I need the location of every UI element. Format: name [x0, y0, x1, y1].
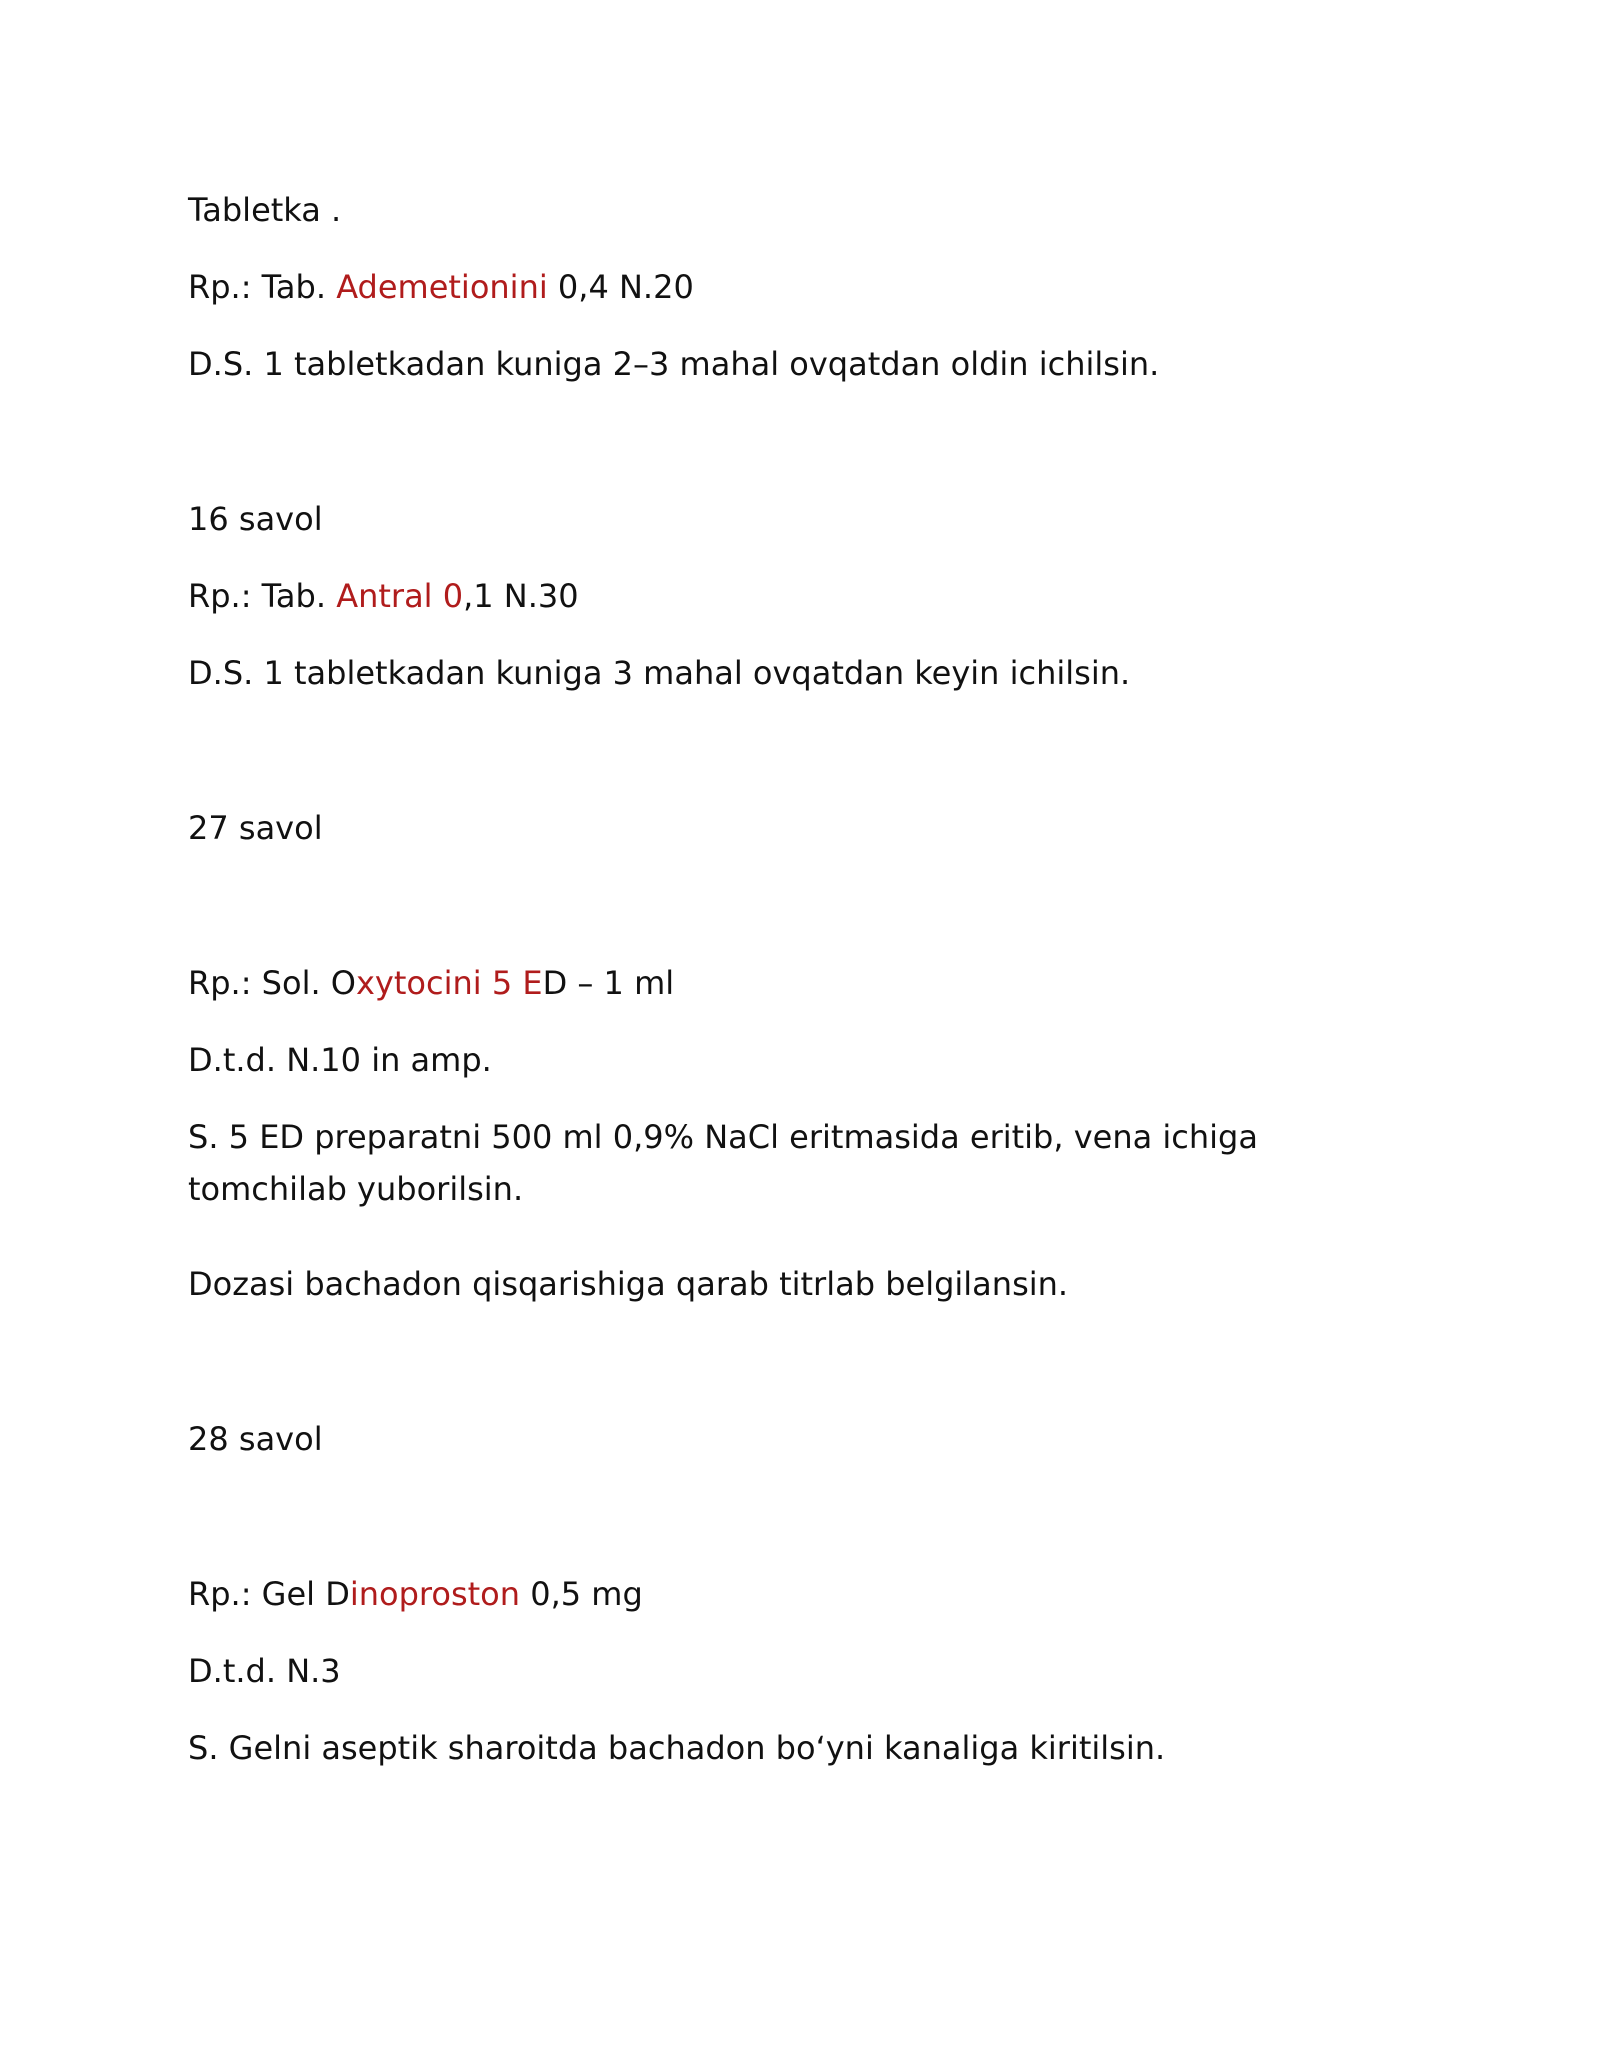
prescription-line-oxytocini	[188, 963, 674, 1003]
section-heading-28: 28 savol	[188, 1420, 323, 1458]
signature-line-ademetionini: D.S. 1 tabletkadan kuniga 2–3 mahal ovqatdan oldin ichilsin.	[188, 345, 1160, 383]
rp-prefix: Rp.: Sol. O	[188, 964, 356, 1002]
drug-name-highlight: xytocini 5 E	[355, 964, 543, 1002]
prescription-line-dinoproston	[188, 1574, 643, 1614]
prescription-line-ademetionini	[188, 267, 694, 307]
rp-prefix: Rp.: Gel D	[188, 1575, 350, 1613]
drug-name-highlight: Ademetionini	[336, 268, 548, 306]
section-heading-tabletka: Tabletka .	[188, 191, 342, 229]
rp-suffix: D – 1 ml	[542, 964, 675, 1002]
rp-suffix: 0,5 mg	[520, 1575, 643, 1613]
drug-name-highlight: Antral 0	[336, 577, 464, 615]
section-heading-16: 16 savol	[188, 500, 323, 538]
signature-line-oxytocini: S. 5 ED preparatni 500 ml 0,9% NaCl eritmasida eritib, vena ichiga tomchilab yuborilsin.	[188, 1118, 1258, 1208]
rp-prefix: Rp.: Tab.	[188, 268, 337, 306]
signature-line-antral: D.S. 1 tabletkadan kuniga 3 mahal ovqatdan keyin ichilsin.	[188, 654, 1131, 692]
rp-suffix: 0,4 N.20	[547, 268, 694, 306]
section-heading-27: 27 savol	[188, 809, 323, 847]
rp-suffix: ,1 N.30	[463, 577, 579, 615]
rp-prefix: Rp.: Tab.	[188, 577, 337, 615]
drug-name-highlight: inoproston	[349, 1575, 521, 1613]
signature-line-dinoproston: S. Gelni aseptik sharoitda bachadon bo‘yni kanaliga kiritilsin.	[188, 1729, 1166, 1767]
dtd-line-dinoproston: D.t.d. N.3	[188, 1652, 341, 1690]
dose-line-oxytocini: Dozasi bachadon qisqarishiga qarab titrlab belgilansin.	[188, 1265, 1069, 1303]
prescription-line-antral	[188, 576, 579, 616]
dtd-line-oxytocini: D.t.d. N.10 in amp.	[188, 1041, 492, 1079]
